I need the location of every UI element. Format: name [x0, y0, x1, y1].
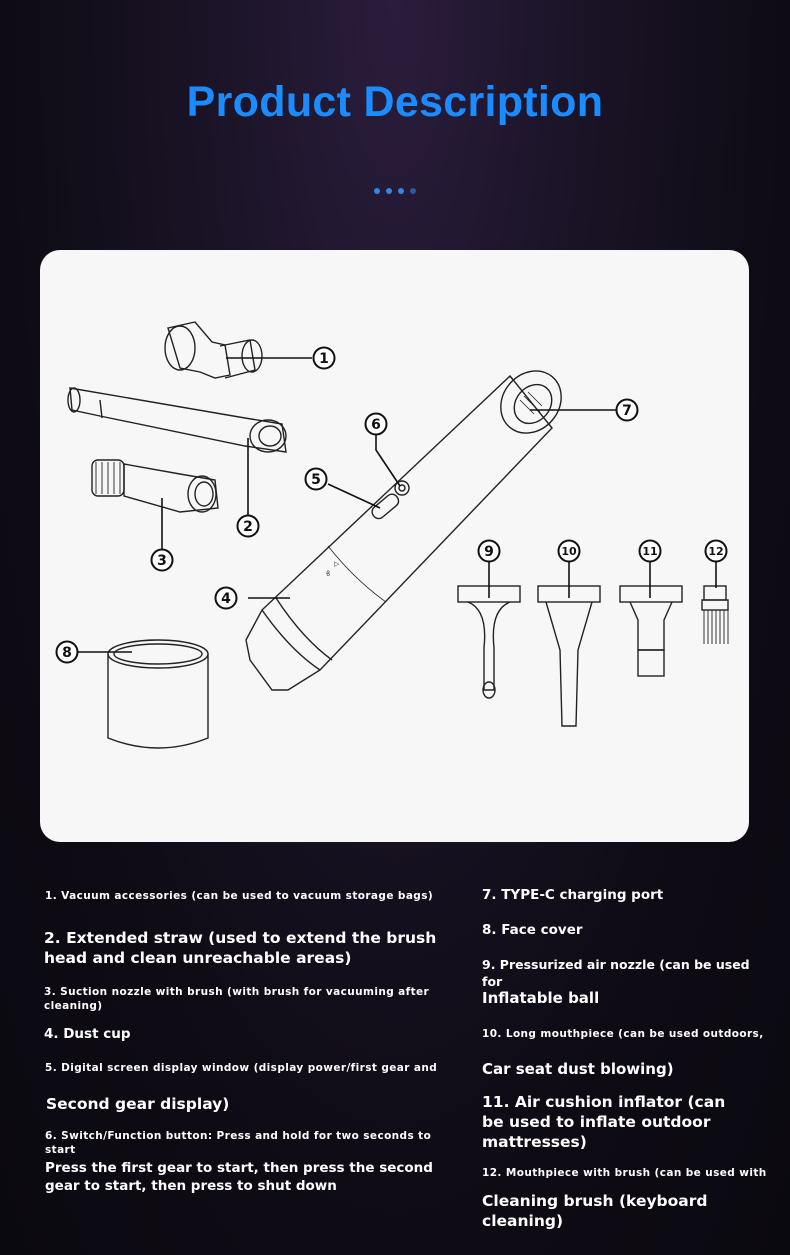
- svg-text:▷: ▷: [334, 560, 340, 568]
- svg-text:2: 2: [243, 519, 253, 535]
- part-air-nozzle: [458, 586, 520, 698]
- dot: [386, 188, 392, 194]
- callout-5: [306, 469, 327, 490]
- part-long-mouthpiece: [538, 586, 600, 726]
- callout-11: [640, 541, 661, 562]
- desc-item-7: 7. TYPE-C charging port: [482, 887, 664, 903]
- desc-item-5a: 5. Digital screen display window (display power/first gear and: [45, 1062, 438, 1074]
- svg-text:6: 6: [371, 417, 381, 433]
- desc-item-10b: Car seat dust blowing): [482, 1060, 674, 1078]
- part-suction-nozzle: [92, 460, 218, 512]
- dot: [410, 188, 416, 194]
- pagination-dots: [0, 179, 790, 198]
- callout-3: [152, 550, 173, 571]
- svg-text:1: 1: [319, 351, 329, 367]
- desc-item-10a: 10. Long mouthpiece (can be used outdoors,: [482, 1028, 764, 1040]
- desc-item-5b: Second gear display): [46, 1095, 230, 1113]
- product-diagram: [40, 250, 749, 842]
- part-main-body: [246, 359, 574, 690]
- part-face-cover: [108, 640, 208, 748]
- part-mouthpiece-brush: [702, 586, 728, 644]
- callout-10: [559, 541, 580, 562]
- desc-item-12a: 12. Mouthpiece with brush (can be used with: [482, 1167, 767, 1179]
- desc-item-12b: Cleaning brush (keyboard cleaning): [482, 1192, 708, 1230]
- svg-text:8: 8: [62, 645, 72, 661]
- desc-item-6b: Press the first gear to start, then press the second gear to start, then press to shut down: [45, 1160, 433, 1194]
- svg-text:9: 9: [484, 544, 494, 560]
- desc-item-9b: Inflatable ball: [482, 989, 600, 1007]
- dot: [374, 188, 380, 194]
- product-diagram-card: [40, 250, 749, 842]
- callout-2: [238, 516, 259, 537]
- svg-text:10: 10: [561, 545, 577, 558]
- desc-item-4: 4. Dust cup: [44, 1026, 131, 1042]
- svg-text:7: 7: [622, 403, 632, 419]
- dot: [398, 188, 404, 194]
- callout-7: [617, 400, 638, 421]
- callout-4: [216, 588, 237, 609]
- callout-12: [706, 541, 727, 562]
- svg-text:4: 4: [221, 591, 231, 607]
- desc-item-1: 1. Vacuum accessories (can be used to vacuum storage bags): [45, 890, 434, 902]
- svg-text:11: 11: [642, 545, 658, 558]
- desc-item-9a: 9. Pressurized air nozzle (can be used for: [482, 957, 750, 989]
- callout-9: [479, 541, 500, 562]
- callout-8: [57, 642, 78, 663]
- desc-item-6a: 6. Switch/Function button: Press and hold for two seconds to start: [45, 1130, 432, 1156]
- svg-text:3: 3: [157, 553, 167, 569]
- page-title: Product Description: [186, 78, 604, 126]
- desc-item-8: 8. Face cover: [482, 922, 583, 938]
- desc-item-11: 11. Air cushion inflator (can be used to inflate outdoor mattresses): [482, 1093, 726, 1151]
- svg-text:12: 12: [708, 545, 724, 558]
- part-extended-straw: [68, 388, 286, 452]
- desc-item-3: 3. Suction nozzle with brush (with brush for vacuuming after cleaning): [44, 986, 430, 1012]
- svg-text:ϐ: ϐ: [326, 570, 331, 578]
- part-vacuum-accessory: [165, 322, 262, 378]
- desc-item-2: 2. Extended straw (used to extend the brush head and clean unreachable areas): [44, 929, 437, 967]
- callout-1: [314, 348, 335, 369]
- svg-text:5: 5: [311, 472, 321, 488]
- callout-6: [366, 414, 387, 435]
- part-air-cushion-inflator: [620, 586, 682, 676]
